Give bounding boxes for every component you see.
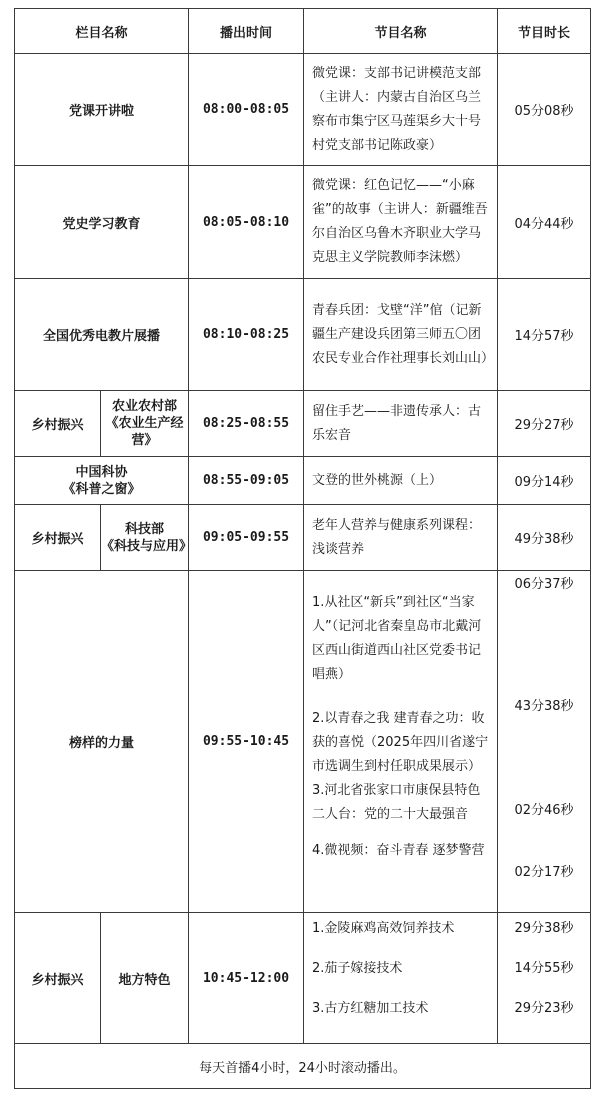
time-cell: 08:55-09:05 bbox=[189, 457, 304, 505]
column-cell: 党课开讲啦 bbox=[15, 54, 189, 166]
sub-column-line: 《科技与应用》 bbox=[101, 538, 193, 554]
header-duration: 节目时长 bbox=[498, 9, 591, 54]
time-cell: 08:00-08:05 bbox=[189, 54, 304, 166]
time-cell: 08:10-08:25 bbox=[189, 279, 304, 391]
list-item: 2.茄子嫁接技术 bbox=[312, 961, 403, 976]
column-line: 中国科协 bbox=[75, 464, 128, 480]
duration-cell: 49分38秒 bbox=[498, 505, 591, 571]
table-row bbox=[15, 571, 591, 913]
time-cell: 09:55-10:45 bbox=[189, 571, 304, 913]
duration-cell bbox=[498, 913, 591, 1044]
duration-cell bbox=[498, 571, 591, 913]
duration-list bbox=[498, 913, 590, 1035]
column-cell: 乡村振兴 bbox=[15, 391, 101, 457]
program-list bbox=[312, 917, 491, 1039]
column-cell bbox=[15, 457, 189, 505]
program-cell: 留住手艺——非遗传承人：古乐宏音 bbox=[304, 391, 498, 457]
time-cell: 08:25-08:55 bbox=[189, 391, 304, 457]
program-cell: 老年人营养与健康系列课程：浅谈营养 bbox=[304, 505, 498, 571]
program-cell: 文登的世外桃源（上） bbox=[304, 457, 498, 505]
list-item-duration: 02分17秒 bbox=[514, 865, 574, 880]
list-item-duration: 14分55秒 bbox=[514, 961, 574, 976]
time-cell: 09:05-09:55 bbox=[189, 505, 304, 571]
table-row bbox=[15, 279, 591, 391]
header-time: 播出时间 bbox=[189, 9, 304, 54]
list-item-duration: 29分38秒 bbox=[514, 921, 574, 936]
footer-row bbox=[15, 1044, 591, 1089]
column-cell: 乡村振兴 bbox=[15, 913, 101, 1044]
list-item-duration: 43分38秒 bbox=[514, 699, 574, 714]
column-cell: 乡村振兴 bbox=[15, 505, 101, 571]
sub-column-line: 《农业生产经营》 bbox=[105, 416, 184, 448]
column-cell: 党史学习教育 bbox=[15, 166, 189, 279]
table-row bbox=[15, 54, 591, 166]
program-cell: 微党课：红色记忆——“小麻雀”的故事（主讲人：新疆维吾尔自治区乌鲁木齐职业大学马克思主义学院教师李沫燃） bbox=[304, 166, 498, 279]
sub-column-cell: 地方特色 bbox=[101, 913, 189, 1044]
column-line: 《科普之窗》 bbox=[62, 481, 141, 497]
table-row bbox=[15, 391, 591, 457]
list-item: 1.金陵麻鸡高效饲养技术 bbox=[312, 921, 455, 936]
column-cell: 全国优秀电教片展播 bbox=[15, 279, 189, 391]
duration-list bbox=[498, 571, 590, 904]
table-row bbox=[15, 457, 591, 505]
program-cell bbox=[304, 571, 498, 913]
duration-cell: 14分57秒 bbox=[498, 279, 591, 391]
sub-column-cell bbox=[101, 391, 189, 457]
column-cell: 榜样的力量 bbox=[15, 571, 189, 913]
list-item-duration: 29分23秒 bbox=[514, 1001, 574, 1016]
sub-column-line: 农业农村部 bbox=[112, 399, 178, 414]
list-item-duration: 02分46秒 bbox=[514, 803, 574, 818]
table-row bbox=[15, 505, 591, 571]
duration-cell: 05分08秒 bbox=[498, 54, 591, 166]
table-row bbox=[15, 166, 591, 279]
table-row bbox=[15, 913, 591, 1044]
program-cell bbox=[304, 913, 498, 1044]
list-item: 3.河北省张家口市康保县特色二人台：党的二十大最强音 bbox=[312, 783, 481, 822]
program-cell: 青春兵团：戈壁“洋”倌（记新疆生产建设兵团第三师五〇团农民专业合作社理事长刘山山） bbox=[304, 279, 498, 391]
list-item: 2.以青春之我 建青春之功：收获的喜悦（2025年四川省遂宁市选调生到村任职成果展示） bbox=[312, 711, 489, 774]
program-cell: 微党课：支部书记讲模范支部（主讲人：内蒙古自治区乌兰察布市集宁区马莲渠乡大十号村党支部书记陈政豪） bbox=[304, 54, 498, 166]
list-item-duration: 06分37秒 bbox=[514, 577, 574, 592]
sub-column-line: 科技部 bbox=[125, 521, 165, 537]
header-program: 节目名称 bbox=[304, 9, 498, 54]
header-row bbox=[15, 9, 591, 54]
duration-cell: 09分14秒 bbox=[498, 457, 591, 505]
header-column: 栏目名称 bbox=[15, 9, 189, 54]
sub-column-cell bbox=[101, 505, 193, 571]
footer-note: 每天首播4小时，24小时滚动播出。 bbox=[15, 1044, 591, 1089]
schedule-table bbox=[14, 8, 591, 1089]
list-item: 4.微视频：奋斗青春 逐梦警营 bbox=[312, 843, 485, 858]
time-cell: 10:45-12:00 bbox=[189, 913, 304, 1044]
duration-cell: 29分27秒 bbox=[498, 391, 591, 457]
duration-cell: 04分44秒 bbox=[498, 166, 591, 279]
program-list bbox=[312, 575, 491, 908]
list-item: 1.从社区“新兵”到社区“当家人”（记河北省秦皇岛市北戴河区西山街道西山社区党委书记唱燕） bbox=[312, 595, 482, 682]
list-item: 3.古方红糖加工技术 bbox=[312, 1001, 429, 1016]
time-cell: 08:05-08:10 bbox=[189, 166, 304, 279]
